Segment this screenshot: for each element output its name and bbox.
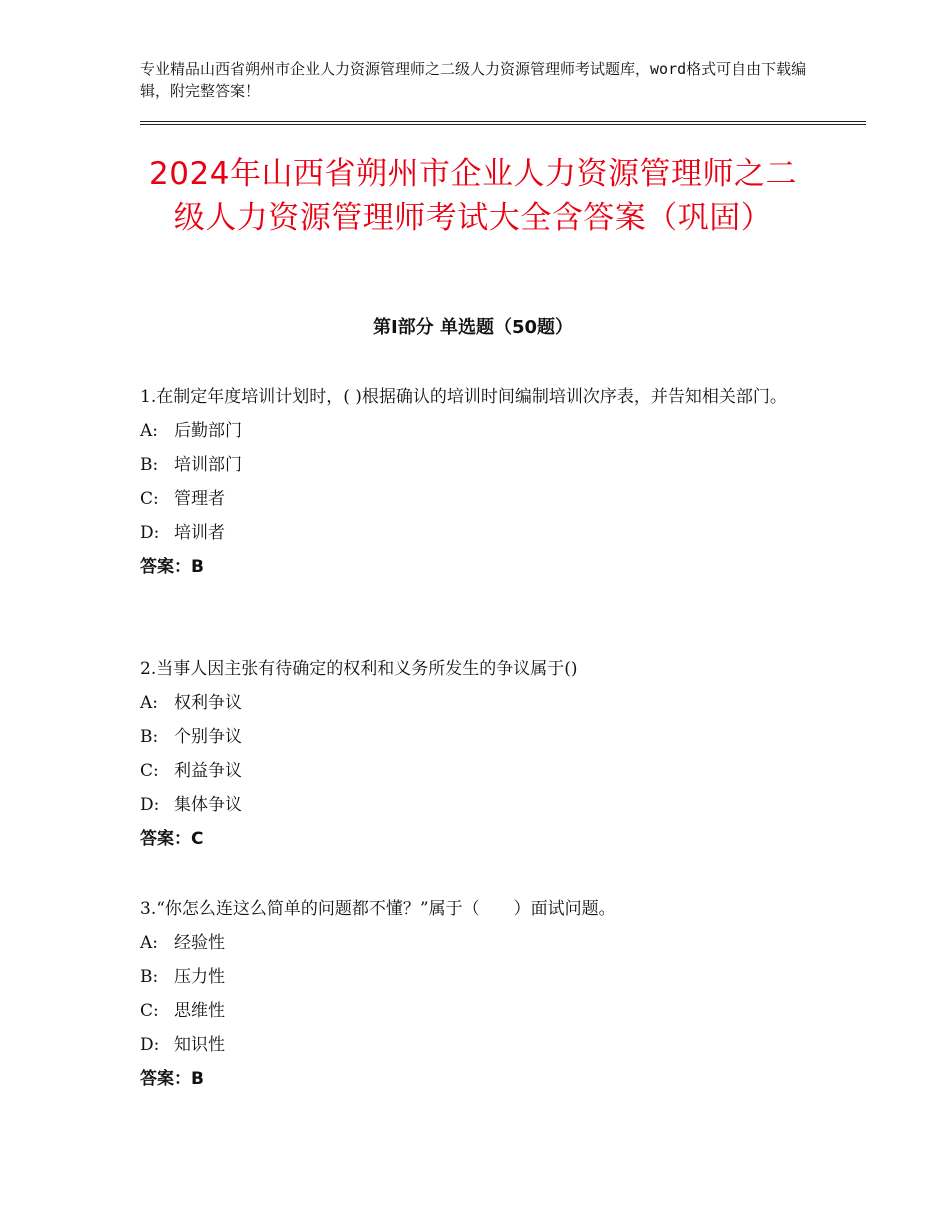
option-key: A: (140, 421, 159, 441)
option-b (140, 960, 820, 994)
option-c (140, 754, 820, 788)
option-c (140, 482, 820, 516)
option-text: 管理者 (174, 489, 225, 509)
option-key: C: (140, 489, 159, 509)
answer-line: 答案：C (140, 829, 204, 849)
option-key: D: (140, 1035, 160, 1055)
option-d (140, 788, 820, 822)
header-divider (140, 121, 866, 125)
option-key: D: (140, 523, 160, 543)
option-text: 后勤部门 (174, 421, 242, 441)
option-key: A: (140, 693, 159, 713)
option-a (140, 926, 820, 960)
option-key: D: (140, 795, 160, 815)
option-key: B: (140, 967, 159, 987)
option-a (140, 414, 820, 448)
option-key: C: (140, 1001, 159, 1021)
option-key: B: (140, 455, 159, 475)
option-b (140, 720, 820, 754)
document-title: 2024年山西省朔州市企业人力资源管理师之二级人力资源管理师考试大全含答案（巩固） (149, 156, 797, 236)
option-key: A: (140, 933, 159, 953)
question-stem: 2.当事人因主张有待确定的权利和义务所发生的争议属于() (140, 659, 578, 679)
answer-line: 答案：B (140, 557, 204, 577)
option-text: 权利争议 (174, 693, 242, 713)
option-text: 思维性 (174, 1001, 225, 1021)
option-b (140, 448, 820, 482)
option-text: 知识性 (174, 1035, 225, 1055)
option-text: 压力性 (174, 967, 225, 987)
question-block (140, 892, 820, 1096)
option-d (140, 1028, 820, 1062)
option-c (140, 994, 820, 1028)
question-block (140, 652, 820, 856)
option-d (140, 516, 820, 550)
option-a (140, 686, 820, 720)
option-text: 集体争议 (174, 795, 242, 815)
option-text: 培训者 (174, 523, 225, 543)
option-key: C: (140, 761, 159, 781)
section-title: 第Ⅰ部分 单选题（50题） (372, 317, 573, 338)
question-block (140, 380, 820, 584)
option-text: 经验性 (174, 933, 225, 953)
option-text: 个别争议 (174, 727, 242, 747)
option-text: 利益争议 (174, 761, 242, 781)
question-stem: 3.“你怎么连这么简单的问题都不懂？”属于（ ）面试问题。 (140, 899, 616, 919)
option-text: 培训部门 (174, 455, 242, 475)
header-note: 专业精品山西省朔州市企业人力资源管理师之二级人力资源管理师考试题库，word格式可自由下载编辑，附完整答案！ (140, 60, 807, 100)
option-key: B: (140, 727, 159, 747)
question-stem: 1.在制定年度培训计划时，( )根据确认的培训时间编制培训次序表，并告知相关部门。 (140, 387, 787, 407)
answer-line: 答案：B (140, 1069, 204, 1089)
